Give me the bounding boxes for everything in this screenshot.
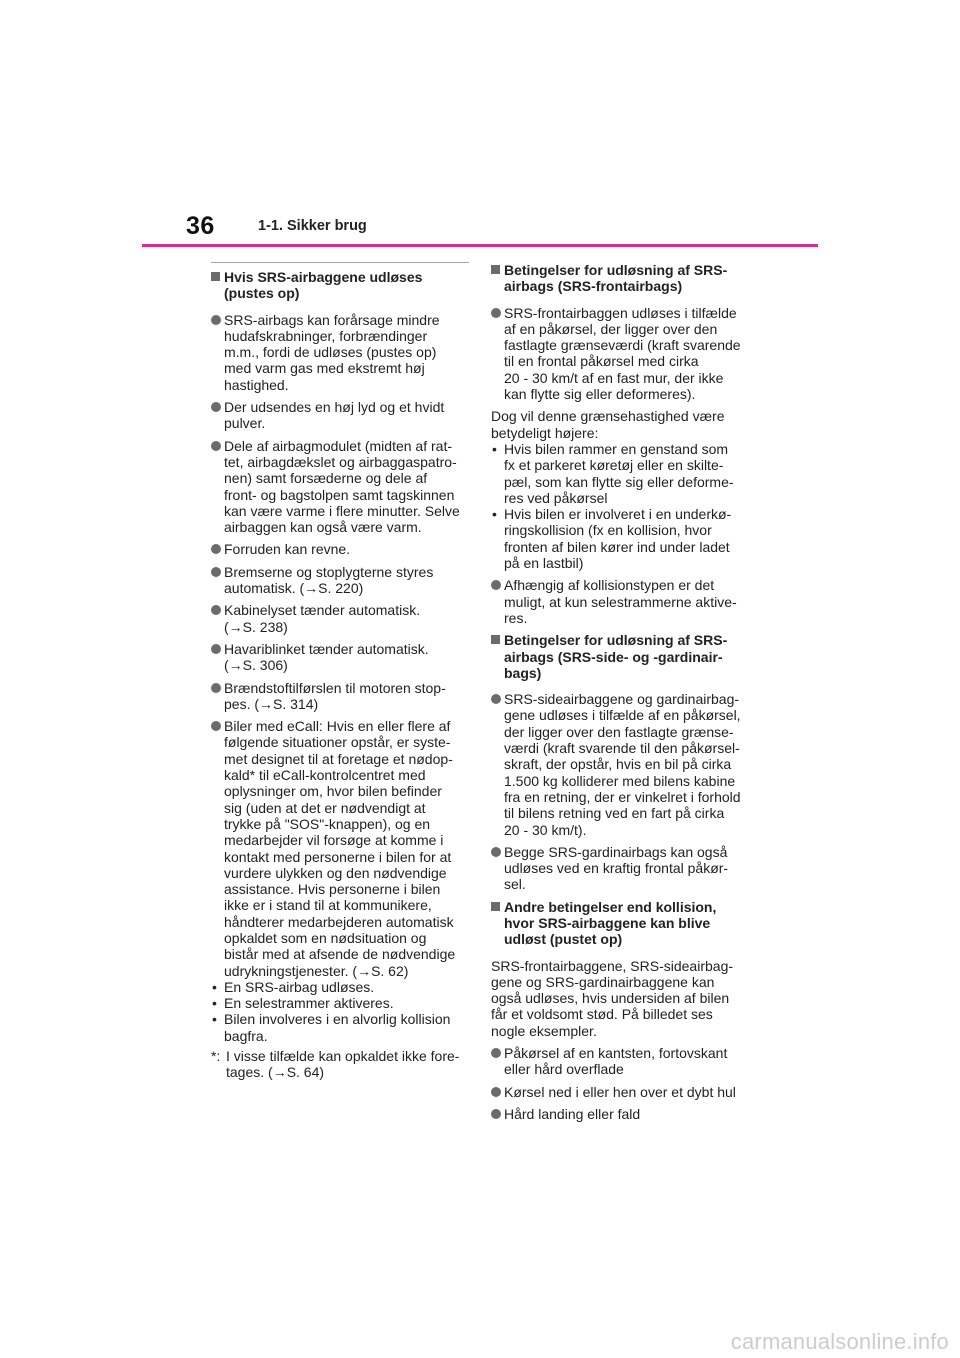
list-item: Kabinelyset tænder automatisk. (→S. 238): [211, 602, 469, 635]
heading-frontairbags: Betingelser for udløsning af SRS- airbags (SRS-frontairbags): [491, 262, 759, 295]
list-item: Dele af airbagmodulet (midten af rat- tet, airbagdækslet og airbaggaspatro- nen) samt forsæderne og dele af front- og bagstolpen samt tagskinnen kan være varme i flere minutter. Selve airbaggen kan også være varm.: [211, 438, 469, 536]
list-item: Havariblinket tænder automatisk. (→S. 306): [211, 641, 469, 674]
list-item: • En selestrammer aktiveres.: [211, 995, 469, 1011]
list-item: Forruden kan revne.: [211, 541, 469, 557]
footnote: *: I visse tilfælde kan opkaldet ikke fore- tages. (→S. 64): [211, 1048, 460, 1081]
list-item: Bremserne og stoplygterne styres automatisk. (→S. 220): [211, 564, 469, 597]
list-item: • Hvis bilen rammer en genstand som fx et parkeret køretøj eller en skilte- pæl, som kan flytte sig eller deforme- res ved påkørsel: [491, 441, 759, 506]
footnote-mark: *:: [211, 1048, 221, 1065]
list-item: Kørsel ned i eller hen over et dybt hul: [491, 1084, 759, 1100]
list-item: Brændstoftilførslen til motoren stop- pes. (→S. 314): [211, 680, 469, 713]
page-header: [0, 0, 960, 250]
heading-airbag-deployment: Hvis SRS-airbaggene udløses (pustes op): [211, 269, 469, 302]
right-column: [491, 262, 759, 1128]
heading-other-conditions: Andre betingelser end kollision, hvor SRS-airbaggene kan blive udløst (pustet op): [491, 899, 759, 948]
list-item: Afhængig af kollisionstypen er det muligt, at kun selestrammerne aktive- res.: [491, 577, 759, 626]
heading-side-curtain-airbags: Betingelser for udløsning af SRS- airbags (SRS-side- og -gardinair- bags): [491, 632, 759, 681]
section-divider: [211, 262, 469, 263]
list-item: Begge SRS-gardinairbags kan også udløses ved en kraftig frontal påkør- sel.: [491, 844, 759, 893]
list-item: • Bilen involveres i en alvorlig kollision bagfra.: [211, 1011, 469, 1044]
header-rule: [142, 244, 818, 247]
list-item: • En SRS-airbag udløses.: [211, 979, 469, 995]
list-item: SRS-frontairbaggen udløses i tilfælde af en påkørsel, der ligger over den fastlagte grænseværdi (kraft svarende til en frontal påkørsel med cirka 20 - 30 km/t af en fast mur, der ikke kan flytte sig eller deformeres).: [491, 305, 759, 403]
paragraph: SRS-frontairbaggene, SRS-sideairbag- gene og SRS-gardinairbaggene kan også udløses, hvis undersiden af bilen får et voldsomt stød. På billedet ses nogle eksempler.: [491, 957, 734, 1039]
list-item-ecall: Biler med eCall: Hvis en eller flere af følgende situationer opstår, er syste- met designet til at foretage et nødop- kald* til eCall-kontrolcentret med oplysninger om, hvor bilen befinder sig (uden at det er nødvendigt at trykke på "SOS"-knappen), og en medarbejder vil forsøge at komme i kontakt med personerne i bilen for at vurdere ulykken og den nødvendige assistance. Hvis personerne i bilen ikke er i stand til at kommunikere, håndterer medarbejderen automatisk opkaldet som en nødsituation og bistår med at afsende de nødvendige udrykningstjenester. (→S. 62): [211, 718, 469, 979]
list-item: • Hvis bilen er involveret i en underkø- ringskollision (fx en kollision, hvor fronten af bilen kører ind under ladet på en lastbil): [491, 506, 759, 571]
list-item: Hård landing eller fald: [491, 1106, 759, 1122]
list-item: SRS-sideairbaggene og gardinairbag- gene udløses i tilfælde af en påkørsel, der ligger over den fastlagte grænse- værdi (kraft svarende til den påkørsel- skraft, der opstår, hvis en bil på cirka 1.500 kg kolliderer med bilens kabine fra en retning, der er vinkelret i forhold til bilens retning ved en fart på cirka 20 - 30 km/t).: [491, 691, 759, 838]
list-item: Der udsendes en høj lyd og et hvidt pulver.: [211, 399, 469, 432]
list-item: Påkørsel af en kantsten, fortovskant eller hård overflade: [491, 1045, 759, 1078]
list-item: SRS-airbags kan forårsage mindre hudafskrabninger, forbrændinger m.m., fordi de udløses (pustes op) med varm gas med ekstremt høj hastighed.: [211, 312, 469, 393]
left-column: [211, 262, 469, 1081]
section-title: 1-1. Sikker brug: [258, 218, 367, 234]
page-number: 36: [186, 212, 215, 240]
watermark: carmanualsonline.info: [730, 1329, 949, 1354]
paragraph: Dog vil denne grænsehastighed være betydeligt højere:: [491, 408, 725, 441]
